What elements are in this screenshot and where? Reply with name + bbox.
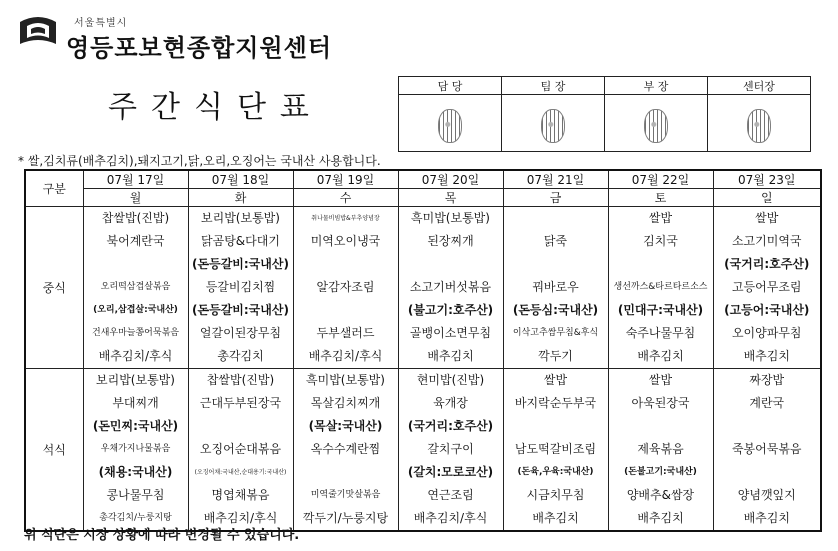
menu-item: 목살김치찌개: [310, 396, 381, 410]
menu-item: [84, 253, 188, 276]
menu-item: 죽봉어묵볶음: [731, 442, 802, 456]
weekday-header: 화: [188, 189, 293, 207]
menu-item: 쌀밥: [648, 373, 673, 387]
menu-item: 부대찌개: [112, 396, 159, 410]
menu-item: 꿔바로우: [532, 280, 579, 294]
menu-item: 소고기버섯볶음: [409, 280, 492, 294]
menu-item: 미역줄기맛살볶음: [310, 490, 381, 500]
date-header: 07월 17일: [83, 170, 188, 189]
menu-item: 근대두부된장국: [199, 396, 282, 410]
menu-item: 남도떡갈비조림: [514, 442, 597, 456]
menu-item: 배추김치: [427, 349, 474, 363]
menu-cell: [503, 207, 608, 369]
menu-item: 숙주나물무침: [625, 326, 696, 340]
origin-label: (민대구:국내산): [617, 303, 704, 317]
weekday-header: 일: [713, 189, 821, 207]
weekday-header: 월: [83, 189, 188, 207]
menu-item: 미역오이냉국: [310, 234, 381, 248]
approval-header: 담 당: [399, 77, 502, 95]
approval-table: [398, 76, 811, 152]
dinner-label: 석식: [25, 369, 83, 532]
menu-item: 현미밥(진밥): [416, 373, 485, 387]
menu-item: 오이양파무침: [731, 326, 802, 340]
origin-label: (고등어:국내산): [724, 303, 810, 317]
weekday-header: 금: [503, 189, 608, 207]
menu-item: 알감자조림: [316, 280, 375, 294]
weekly-menu-table: [24, 169, 822, 532]
menu-item: 고등어무조림: [731, 280, 802, 294]
menu-item: 배추김치: [743, 349, 790, 363]
menu-item: 아욱된장국: [631, 396, 690, 410]
weekday-header: 토: [608, 189, 713, 207]
date-header: 07월 21일: [503, 170, 608, 189]
origin-label: (국거리:호주산): [724, 257, 810, 271]
signature-stamp-icon: [438, 109, 462, 143]
menu-item: 옥수수계란찜: [310, 442, 381, 456]
origin-label: (돈등갈비:국내산): [192, 257, 289, 271]
weekday-header: 수: [293, 189, 398, 207]
approval-header: 부 장: [605, 77, 708, 95]
menu-item: 연근조림: [427, 488, 474, 502]
menu-item: 명엽채볶음: [211, 488, 270, 502]
menu-item: 쌀밥: [648, 211, 673, 225]
menu-item: 흑미밥(보통밥): [306, 373, 385, 387]
menu-cell: [713, 207, 821, 369]
menu-item: 생선까스&타르타르소스: [613, 282, 708, 292]
signature-stamp-icon: [541, 109, 565, 143]
page-title: 주간식단표: [108, 90, 323, 125]
origin-label: (갈치:모로코산): [407, 465, 494, 479]
seoul-logo-icon: [18, 14, 58, 48]
menu-item: [189, 415, 293, 438]
menu-item: 배추김치/후식: [308, 349, 383, 363]
menu-item: 총각김치/누룽지탕: [99, 513, 172, 523]
menu-item: [504, 415, 608, 438]
menu-item: 취나물비빔밥&부추양념장: [311, 215, 380, 222]
menu-item: 김치국: [643, 234, 678, 248]
org-subtitle: 서울특별시: [74, 18, 128, 29]
menu-item: 배추김치: [532, 511, 579, 525]
date-header: 07월 20일: [398, 170, 503, 189]
menu-item: 배추김치: [637, 349, 684, 363]
menu-cell: [293, 369, 398, 532]
corner-header: 구분: [25, 170, 83, 207]
menu-item: [294, 253, 398, 276]
approval-stamp-cell: [502, 95, 605, 152]
menu-item: 배추김치: [743, 511, 790, 525]
origin-label: (돈불고기:국내산): [624, 467, 697, 477]
menu-item: 배추김치/후식: [413, 511, 488, 525]
menu-item: 배추김치: [637, 511, 684, 525]
menu-item: 찹쌀밥(진밥): [101, 211, 170, 225]
approval-header: 센터장: [708, 77, 811, 95]
menu-item: 흑미밥(보통밥): [411, 211, 490, 225]
menu-cell: [608, 369, 713, 532]
menu-item: 골뱅이소면무침: [409, 326, 492, 340]
menu-cell: [83, 369, 188, 532]
menu-item: [504, 207, 608, 230]
origin-label: (국거리:호주산): [407, 419, 494, 433]
menu-cell: [83, 207, 188, 369]
menu-item: 건새우마늘쫑어묵볶음: [92, 328, 179, 338]
menu-cell: [608, 207, 713, 369]
origin-label: (오징어채:국내산,순대용기:국내산): [194, 469, 287, 476]
menu-item: [714, 415, 821, 438]
menu-item: 얼갈이된장무침: [199, 326, 282, 340]
menu-item: [294, 461, 398, 484]
origin-label: (채용:국내산): [98, 465, 173, 479]
menu-item: 쌀밥: [543, 373, 568, 387]
lunch-label: 중식: [25, 207, 83, 369]
menu-item: 오징어순대볶음: [199, 442, 282, 456]
menu-cell: [713, 369, 821, 532]
menu-item: 보리밥(보통밥): [96, 373, 175, 387]
weekday-header: 목: [398, 189, 503, 207]
menu-item: 짜장밥: [749, 373, 785, 387]
menu-item: 시금치무침: [526, 488, 585, 502]
date-header: 07월 18일: [188, 170, 293, 189]
approval-stamp-cell: [399, 95, 502, 152]
menu-item: 바지락순두부국: [514, 396, 597, 410]
menu-item: 총각김치: [217, 349, 264, 363]
menu-item: 양념깻잎지: [737, 488, 796, 502]
origin-label: (돈민찌:국내산): [92, 419, 179, 433]
menu-item: 등갈비김치찜: [205, 280, 276, 294]
menu-item: 콩나물무침: [106, 488, 165, 502]
date-header: 07월 22일: [608, 170, 713, 189]
menu-item: [294, 299, 398, 322]
menu-item: 깍두기: [538, 349, 573, 363]
menu-cell: [188, 207, 293, 369]
menu-item: [609, 415, 713, 438]
menu-item: 된장찌개: [427, 234, 474, 248]
menu-item: 계란국: [749, 396, 785, 410]
origin-label: (돈등심:국내산): [512, 303, 599, 317]
footer-notice: 위 식단은 시장 상황에 따라 변경될 수 있습니다.: [24, 528, 300, 543]
approval-stamp-cell: [605, 95, 708, 152]
origin-label: (불고기:호주산): [407, 303, 494, 317]
menu-cell: [293, 207, 398, 369]
menu-item: 닭곰탕&다대기: [201, 234, 280, 248]
menu-item: [399, 253, 503, 276]
menu-item: 이삭고추쌈무침&후식: [512, 328, 599, 338]
menu-item: [714, 461, 821, 484]
dinner-row: [25, 369, 821, 532]
menu-item: 북어계란국: [106, 234, 165, 248]
menu-item: 소고기미역국: [731, 234, 802, 248]
origin-label: (돈등갈비:국내산): [192, 303, 289, 317]
menu-item: 배추김치/후식: [98, 349, 173, 363]
menu-item: [504, 253, 608, 276]
date-header: 07월 19일: [293, 170, 398, 189]
signature-stamp-icon: [644, 109, 668, 143]
menu-item: 닭죽: [543, 234, 568, 248]
menu-item: 양배추&쌈장: [626, 488, 695, 502]
lunch-row: [25, 207, 821, 369]
menu-item: 오리떡삼겹살볶음: [100, 282, 171, 292]
origin-label: (돈육,우육:국내산): [517, 467, 594, 477]
menu-item: 제육볶음: [637, 442, 684, 456]
origin-label: (오리,삼겹살:국내산): [93, 305, 178, 315]
menu-cell: [398, 369, 503, 532]
menu-cell: [398, 207, 503, 369]
menu-item: 육개장: [433, 396, 468, 410]
menu-item: 두부샐러드: [316, 326, 375, 340]
signature-stamp-icon: [747, 109, 771, 143]
menu-item: [609, 253, 713, 276]
menu-item: 쌀밥: [755, 211, 779, 225]
origin-note: * 쌀,김치류(배추김치),돼지고기,닭,오리,오징어는 국내산 사용합니다.: [18, 154, 381, 168]
menu-item: 우채가지나물볶음: [100, 444, 171, 454]
menu-cell: [188, 369, 293, 532]
date-header: 07월 23일: [713, 170, 821, 189]
approval-header: 팀 장: [502, 77, 605, 95]
org-name: 영등포보현종합지원센터: [66, 34, 333, 62]
menu-item: 찹쌀밥(진밥): [206, 373, 275, 387]
approval-stamp-cell: [708, 95, 811, 152]
origin-label: (목살:국내산): [308, 419, 383, 433]
menu-cell: [503, 369, 608, 532]
menu-item: 보리밥(보통밥): [201, 211, 280, 225]
menu-item: 갈치구이: [427, 442, 474, 456]
menu-item: 배추김치/후식: [203, 511, 278, 525]
menu-item: 깍두기/누룽지탕: [302, 511, 389, 525]
